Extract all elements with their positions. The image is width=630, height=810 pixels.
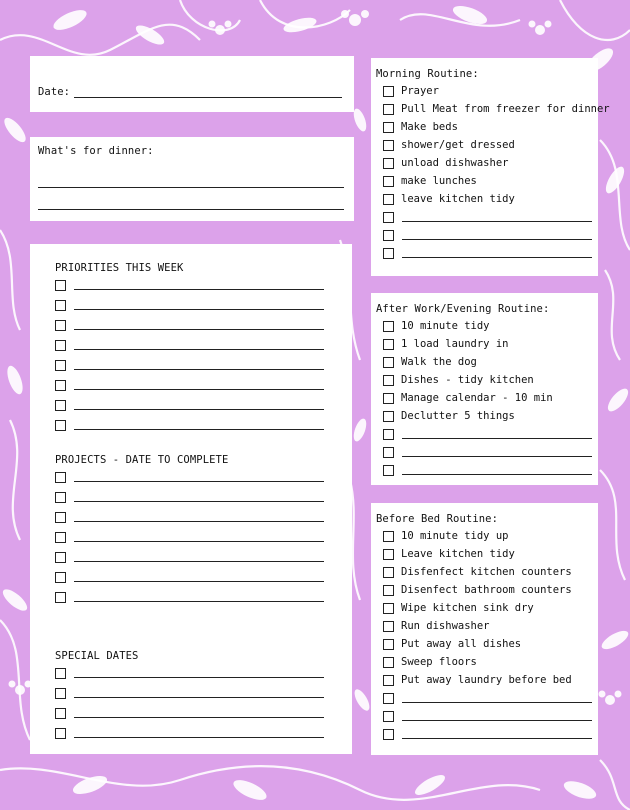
morning-routine-panel xyxy=(371,58,610,276)
routine-item xyxy=(383,119,458,135)
routine-item xyxy=(383,354,477,370)
checkbox[interactable] xyxy=(383,621,394,632)
checkbox[interactable] xyxy=(383,248,394,259)
checkbox[interactable] xyxy=(55,668,66,679)
routine-item-label: 10 minute tidy xyxy=(401,320,490,332)
checklist-row xyxy=(55,377,324,393)
routine-item-label: Prayer xyxy=(401,85,439,97)
checkbox[interactable] xyxy=(383,567,394,578)
routine-item xyxy=(383,672,572,688)
checkbox[interactable] xyxy=(383,104,394,115)
routine-item xyxy=(383,546,515,562)
routine-item xyxy=(383,708,592,724)
blank-line[interactable] xyxy=(74,581,324,582)
routine-item xyxy=(383,83,439,99)
checkbox[interactable] xyxy=(383,603,394,614)
bedtime-routine-title: Before Bed Routine: xyxy=(376,513,499,525)
checkbox[interactable] xyxy=(383,585,394,596)
checkbox[interactable] xyxy=(383,693,394,704)
checkbox[interactable] xyxy=(383,549,394,560)
checklist-row xyxy=(55,589,324,605)
routine-item-label: Make beds xyxy=(401,121,458,133)
routine-item-label: Dishes - tidy kitchen xyxy=(401,374,534,386)
checkbox[interactable] xyxy=(383,711,394,722)
checkbox[interactable] xyxy=(55,400,66,411)
checklist-row xyxy=(55,489,324,505)
checklist-row xyxy=(55,417,324,433)
checkbox[interactable] xyxy=(55,552,66,563)
dinner-line[interactable] xyxy=(38,209,344,210)
routine-item xyxy=(383,528,508,544)
checklist-row xyxy=(55,705,324,721)
blank-line[interactable] xyxy=(402,720,592,721)
routine-item-label: unload dishwasher xyxy=(401,157,509,169)
blank-line[interactable] xyxy=(74,717,324,718)
date-label: Date: xyxy=(38,86,71,98)
blank-line[interactable] xyxy=(74,349,324,350)
routine-item-label: leave kitchen tidy xyxy=(401,193,515,205)
routine-item-label: Disfenfect kitchen counters xyxy=(401,566,572,578)
checklist-row xyxy=(55,317,324,333)
routine-item xyxy=(383,336,508,352)
checkbox[interactable] xyxy=(55,300,66,311)
checkbox[interactable] xyxy=(55,280,66,291)
routine-item-label: Pull Meat from freezer for dinner xyxy=(401,103,610,115)
checkbox[interactable] xyxy=(55,320,66,331)
routine-item-label: 1 load laundry in xyxy=(401,338,509,350)
checkbox[interactable] xyxy=(55,492,66,503)
routine-item-label: Run dishwasher xyxy=(401,620,490,632)
routine-item-label: Leave kitchen tidy xyxy=(401,548,515,560)
blank-line[interactable] xyxy=(74,389,324,390)
routine-item xyxy=(383,618,490,634)
projects-title: PROJECTS - DATE TO COMPLETE xyxy=(55,454,229,466)
dinner-line[interactable] xyxy=(38,187,344,188)
routine-item-label: Disenfect bathroom counters xyxy=(401,584,572,596)
checkbox[interactable] xyxy=(383,657,394,668)
routine-item-label: Wipe kitchen sink dry xyxy=(401,602,534,614)
routine-item xyxy=(383,600,534,616)
routine-item xyxy=(383,227,592,243)
routine-item-label: Put away all dishes xyxy=(401,638,522,650)
routine-item-label: Sweep floors xyxy=(401,656,477,668)
routine-item xyxy=(383,582,572,598)
checkbox[interactable] xyxy=(55,360,66,371)
checkbox[interactable] xyxy=(55,572,66,583)
routine-item xyxy=(383,564,572,580)
blank-line[interactable] xyxy=(402,702,592,703)
routine-item xyxy=(383,155,508,171)
blank-line[interactable] xyxy=(402,257,592,258)
routine-item-label: Walk the dog xyxy=(401,356,477,368)
blank-line[interactable] xyxy=(402,738,592,739)
date-panel xyxy=(30,56,354,112)
routine-item-label: Declutter 5 things xyxy=(401,410,515,422)
checklist-row xyxy=(55,297,324,313)
weekly-lists-panel xyxy=(30,244,352,754)
routine-item-label: make lunches xyxy=(401,175,477,187)
dinner-panel xyxy=(30,137,354,221)
checkbox[interactable] xyxy=(383,140,394,151)
checklist-row xyxy=(55,469,324,485)
checkbox[interactable] xyxy=(55,728,66,739)
routine-item xyxy=(383,101,610,117)
checkbox[interactable] xyxy=(383,531,394,542)
blank-line[interactable] xyxy=(402,221,592,222)
blank-line[interactable] xyxy=(402,239,592,240)
routine-item xyxy=(383,462,592,478)
morning-routine-title: Morning Routine: xyxy=(376,68,479,80)
routine-item xyxy=(383,173,477,189)
checkbox[interactable] xyxy=(55,472,66,483)
checkbox[interactable] xyxy=(383,465,394,476)
checklist-row xyxy=(55,549,324,565)
blank-line[interactable] xyxy=(74,481,324,482)
checkbox[interactable] xyxy=(383,86,394,97)
blank-line[interactable] xyxy=(74,429,324,430)
checkbox[interactable] xyxy=(383,357,394,368)
routine-item xyxy=(383,209,592,225)
routine-item xyxy=(383,654,477,670)
checklist-row xyxy=(55,725,324,741)
blank-line[interactable] xyxy=(402,474,592,475)
routine-item xyxy=(383,245,592,261)
checklist-row xyxy=(55,569,324,585)
checkbox[interactable] xyxy=(383,339,394,350)
routine-item xyxy=(383,390,553,406)
routine-item-label: 10 minute tidy up xyxy=(401,530,509,542)
checklist-row xyxy=(55,685,324,701)
blank-line[interactable] xyxy=(74,541,324,542)
special-dates-title: SPECIAL DATES xyxy=(55,650,139,662)
checkbox[interactable] xyxy=(383,729,394,740)
blank-line[interactable] xyxy=(74,289,324,290)
routine-item xyxy=(383,444,592,460)
routine-item-label: shower/get dressed xyxy=(401,139,515,151)
checkbox[interactable] xyxy=(383,194,394,205)
routine-item xyxy=(383,372,534,388)
routine-item xyxy=(383,690,592,706)
blank-line[interactable] xyxy=(74,329,324,330)
checklist-row xyxy=(55,529,324,545)
blank-line[interactable] xyxy=(74,309,324,310)
blank-line[interactable] xyxy=(74,521,324,522)
routine-item xyxy=(383,137,515,153)
checklist-row xyxy=(55,277,324,293)
checkbox[interactable] xyxy=(55,340,66,351)
blank-line[interactable] xyxy=(74,601,324,602)
checklist-row xyxy=(55,397,324,413)
checkbox[interactable] xyxy=(383,639,394,650)
priorities-title: PRIORITIES THIS WEEK xyxy=(55,262,184,274)
checkbox[interactable] xyxy=(55,592,66,603)
routine-item xyxy=(383,426,592,442)
checkbox[interactable] xyxy=(383,321,394,332)
blank-line[interactable] xyxy=(402,456,592,457)
blank-line[interactable] xyxy=(74,561,324,562)
checkbox[interactable] xyxy=(55,708,66,719)
blank-line[interactable] xyxy=(74,677,324,678)
blank-line[interactable] xyxy=(74,409,324,410)
routine-item xyxy=(383,726,592,742)
evening-routine-panel xyxy=(371,293,598,485)
checklist-row xyxy=(55,337,324,353)
checkbox[interactable] xyxy=(55,420,66,431)
blank-line[interactable] xyxy=(74,369,324,370)
checkbox[interactable] xyxy=(383,375,394,386)
checkbox[interactable] xyxy=(383,158,394,169)
blank-line[interactable] xyxy=(402,438,592,439)
routine-item xyxy=(383,318,490,334)
blank-line[interactable] xyxy=(74,737,324,738)
checklist-row xyxy=(55,509,324,525)
checkbox[interactable] xyxy=(55,380,66,391)
blank-line[interactable] xyxy=(74,501,324,502)
checkbox[interactable] xyxy=(383,411,394,422)
routine-item xyxy=(383,636,521,652)
checkbox[interactable] xyxy=(383,429,394,440)
checkbox[interactable] xyxy=(383,393,394,404)
checkbox[interactable] xyxy=(383,675,394,686)
checkbox[interactable] xyxy=(383,122,394,133)
checkbox[interactable] xyxy=(55,532,66,543)
date-field[interactable] xyxy=(74,97,342,98)
checkbox[interactable] xyxy=(55,688,66,699)
routine-item-label: Manage calendar - 10 min xyxy=(401,392,553,404)
checklist-row xyxy=(55,357,324,373)
routine-item xyxy=(383,191,515,207)
routine-item xyxy=(383,408,515,424)
checkbox[interactable] xyxy=(383,212,394,223)
checkbox[interactable] xyxy=(383,176,394,187)
routine-item-label: Put away laundry before bed xyxy=(401,674,572,686)
checkbox[interactable] xyxy=(383,447,394,458)
checkbox[interactable] xyxy=(383,230,394,241)
evening-routine-title: After Work/Evening Routine: xyxy=(376,303,550,315)
checkbox[interactable] xyxy=(55,512,66,523)
dinner-label: What's for dinner: xyxy=(38,145,154,157)
blank-line[interactable] xyxy=(74,697,324,698)
checklist-row xyxy=(55,665,324,681)
bedtime-routine-panel xyxy=(371,503,598,755)
